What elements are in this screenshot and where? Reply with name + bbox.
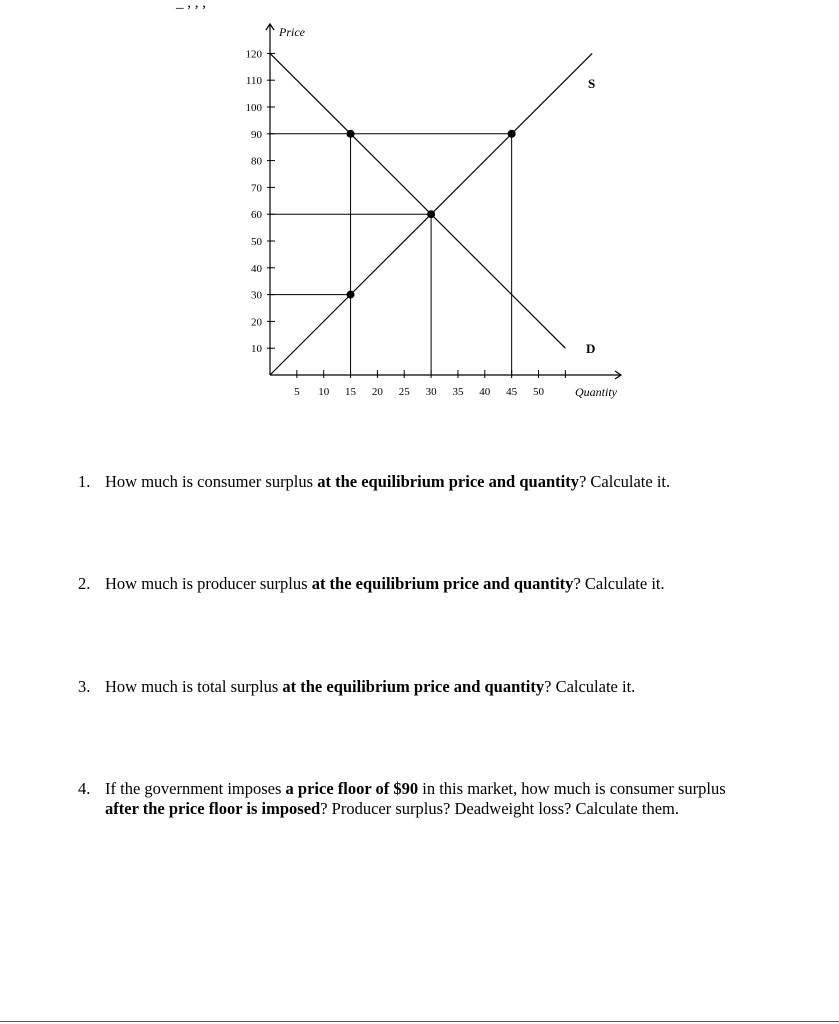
- data-point: [347, 291, 355, 299]
- y-axis-title: Price: [279, 25, 305, 39]
- y-tick-label: 60: [251, 209, 262, 222]
- y-tick-label: 10: [251, 343, 262, 356]
- y-tick-label: 70: [251, 182, 262, 195]
- x-tick-label: 40: [479, 386, 491, 398]
- data-point: [427, 210, 435, 218]
- question-number: 3.: [78, 677, 91, 696]
- demand-curve-label: D: [586, 341, 596, 356]
- question-text-part: How much is producer surplus: [105, 574, 312, 593]
- y-tick-label: 40: [251, 262, 262, 275]
- x-tick-label: 35: [452, 386, 464, 398]
- y-tick-label: 50: [251, 236, 262, 248]
- x-tick-label: 10: [318, 386, 330, 398]
- question-number: 4.: [78, 779, 91, 798]
- supply-curve-label: S: [588, 76, 596, 91]
- x-tick-label: 50: [533, 386, 544, 398]
- question-text: [105, 472, 745, 492]
- y-tick-label: 80: [251, 155, 262, 168]
- x-axis-title: Quantity: [575, 385, 617, 399]
- question-text-part: in this market, how much is consumer surplus: [418, 779, 726, 798]
- question-text-part: How much is total surplus: [105, 677, 283, 696]
- question-text-part: ? Calculate it.: [578, 472, 671, 491]
- data-point: [347, 130, 355, 138]
- question-emphasis: a price floor of $90: [285, 779, 419, 798]
- demand-curve: [270, 53, 565, 348]
- y-tick-label: 100: [245, 102, 262, 114]
- y-tick-label: 110: [245, 75, 262, 88]
- x-tick-label: 30: [425, 386, 437, 398]
- y-tick-label: 20: [251, 316, 262, 329]
- question-emphasis: after the price floor is imposed: [105, 799, 321, 818]
- question-text: [105, 779, 745, 819]
- axis-ticks: [246, 48, 566, 398]
- top-text-fragment: _ , , ,: [176, 0, 206, 11]
- question-emphasis: at the equilibrium price and quantity: [317, 472, 579, 491]
- question-text: [105, 677, 745, 697]
- question-number: 1.: [78, 472, 91, 491]
- question-text-part: ? Calculate it.: [573, 574, 665, 593]
- x-tick-label: 5: [294, 386, 300, 398]
- x-tick-label: 15: [345, 386, 357, 398]
- x-tick-label: 25: [398, 386, 410, 398]
- x-tick-label: 45: [506, 386, 518, 398]
- data-point: [508, 130, 516, 138]
- question-text-part: ? Producer surplus? Deadweight loss? Calculate them.: [320, 799, 680, 818]
- question-text-part: How much is consumer surplus: [105, 472, 318, 491]
- question-text-part: ? Calculate it.: [544, 677, 636, 696]
- question-emphasis: at the equilibrium price and quantity: [311, 574, 574, 593]
- supply-demand-chart: [0, 0, 839, 420]
- question-number: 2.: [78, 574, 91, 593]
- question-text-part: If the government imposes: [105, 779, 286, 798]
- question-emphasis: at the equilibrium price and quantity: [282, 677, 545, 696]
- question-text: [105, 574, 745, 594]
- y-tick-label: 90: [251, 128, 262, 141]
- x-tick-label: 20: [371, 386, 383, 398]
- page-bottom-rule: [0, 1021, 839, 1022]
- y-tick-label: 120: [245, 48, 262, 61]
- y-tick-label: 30: [251, 289, 262, 302]
